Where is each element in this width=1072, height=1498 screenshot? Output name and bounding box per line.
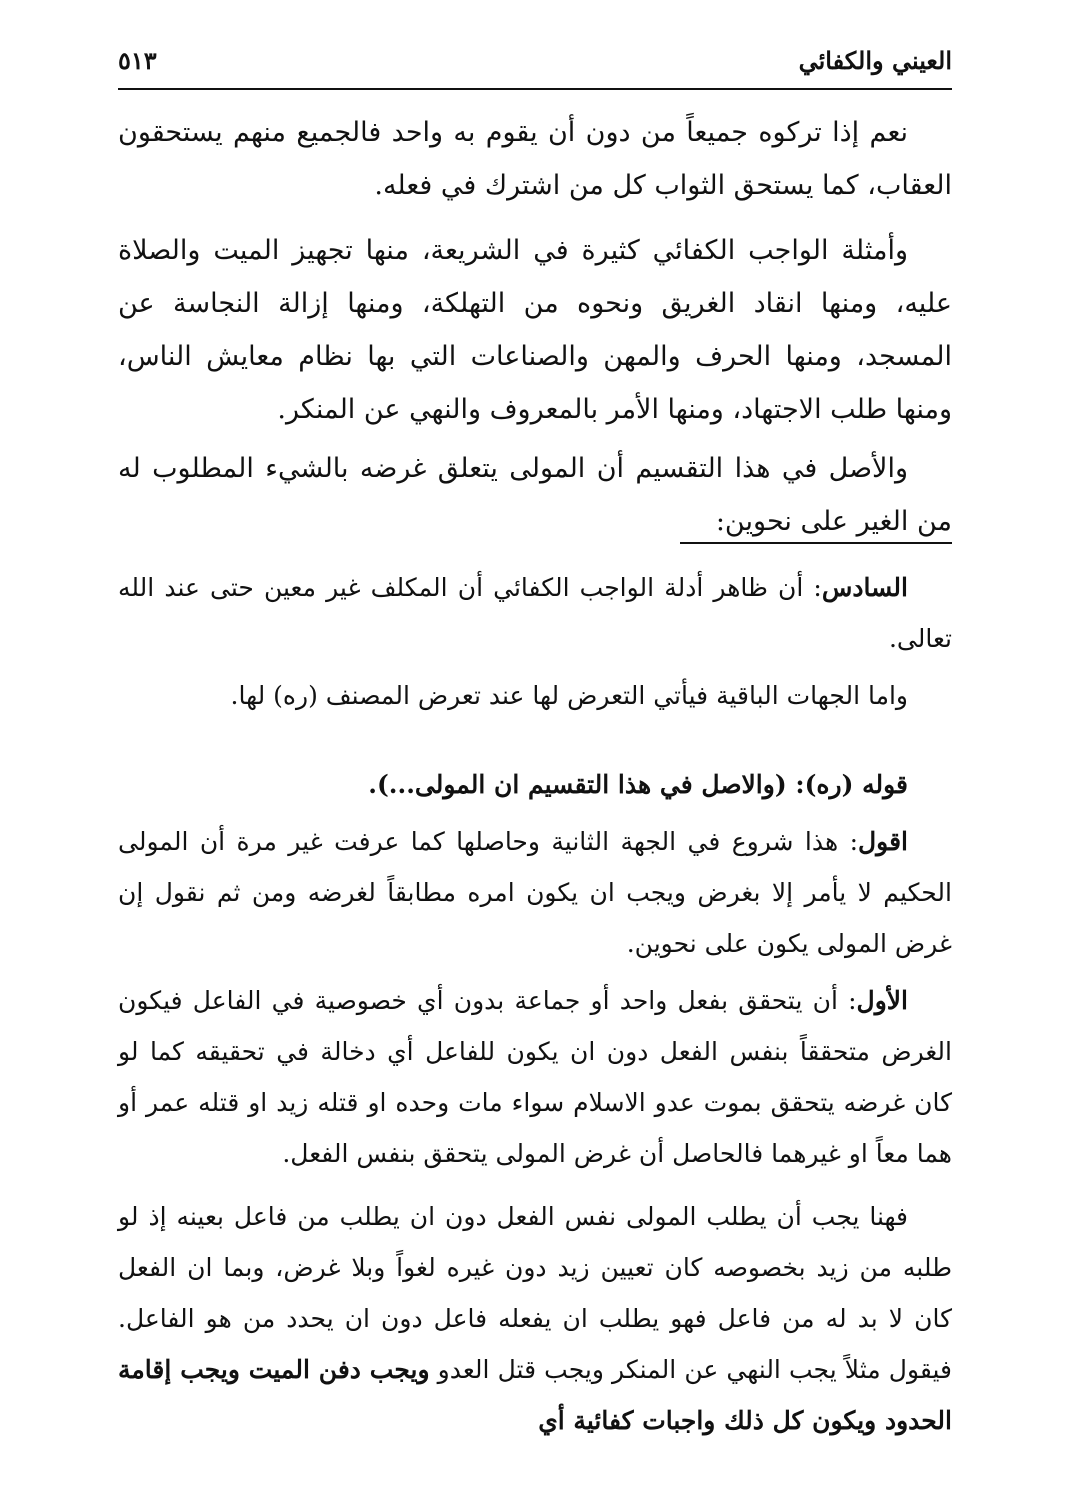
page-number: ٥١٣	[118, 45, 157, 75]
footnote-separator	[680, 542, 952, 544]
note-aqul-text: : هذا شروع في الجهة الثانية وحاصلها كما عرفت غير مرة أن المولى الحكيم لا يأمر إلا بغرض ويجب ان يكون امره مطابقاً لغرضه ومن ثم نقول إن غرض المولى يكون على نحوين.	[118, 827, 952, 958]
note-sixth-text: : أن ظاهر أدلة الواجب الكفائي أن المكلف غير معين حتى عند الله تعالى.	[118, 573, 952, 653]
page-header	[118, 36, 952, 84]
note-sixth-label: السادس	[821, 573, 908, 602]
quote-heading: قوله (ره): (والاصل في هذا التقسيم ان المولى...).	[368, 770, 908, 799]
commentary-section	[118, 562, 952, 1446]
running-title: العيني والكفائي	[798, 45, 952, 75]
note-final-bold: ويجب دفن الميت ويجب إقامة الحدود ويكون كل ذلك واجبات كفائية أي	[118, 1355, 952, 1435]
note-first-label: الأول	[856, 986, 908, 1015]
note-final	[118, 1191, 952, 1446]
note-aqul	[118, 816, 952, 969]
note-remaining: واما الجهات الباقية فيأتي التعرض لها عند تعرض المصنف (ره) لها.	[230, 681, 908, 710]
main-text	[118, 106, 952, 548]
note-sixth	[118, 562, 952, 664]
note-first	[118, 975, 952, 1179]
header-rule	[118, 88, 952, 90]
note-final-text: فهنا يجب أن يطلب المولى نفس الفعل دون ان يطلب من فاعل بعينه إذ لو طلبه من زيد بخصوصه كان تعيين زيد دون غيره لغواً وبلا غرض، وبما ان الفعل كان لا بد له من فاعل فهو يطلب ان يفعله فاعل دون ان يحدد من هو الفاعل. فيقول مثلاً يجب النهي عن المنكر ويجب قتل العدو	[118, 1202, 952, 1384]
note-aqul-label: اقول	[858, 827, 908, 856]
note-first-text: : أن يتحقق بفعل واحد أو جماعة بدون أي خصوصية في الفاعل فيكون الغرض متحققاً بنفس الفعل دون ان يكون للفاعل أي دخالة في تحقيقه كما لو كان غرضه يتحقق بموت عدو الاسلام سواء مات وحده او قتله زيد او قتله عمر أو هما معاً او غيرهما فالحاصل أن غرض المولى يتحقق بنفس الفعل.	[118, 986, 952, 1168]
paragraph-2: وأمثلة الواجب الكفائي كثيرة في الشريعة، منها تجهيز الميت والصلاة عليه، ومنها انقاد الغريق ونحوه من التهلكة، ومنها إزالة النجاسة عن المسجد، ومنها الحرف والمهن والصناعات التي بها نظام معايش الناس، ومنها طلب الاجتهاد، ومنها الأمر بالمعروف والنهي عن المنكر.	[118, 235, 952, 425]
paragraph-3: والأصل في هذا التقسيم أن المولى يتعلق غرضه بالشيء المطلوب له من الغير على نحوين:	[118, 453, 952, 537]
paragraph-1: نعم إذا تركوه جميعاً من دون أن يقوم به واحد فالجميع منهم يستحقون العقاب، كما يستحق الثواب كل من اشترك في فعله.	[118, 117, 952, 201]
